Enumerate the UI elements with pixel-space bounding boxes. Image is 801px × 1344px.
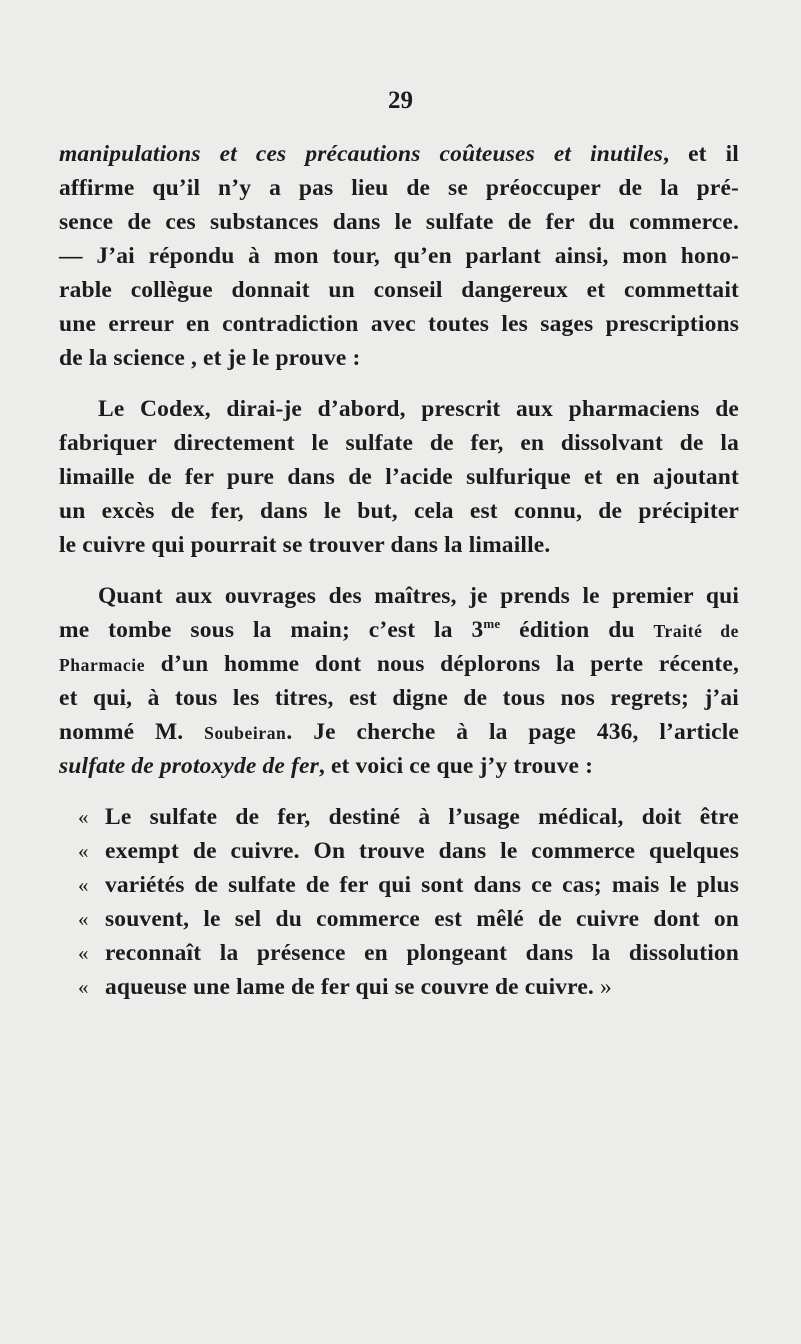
small-caps-name: Soubeiran — [204, 723, 287, 743]
text-line: rable collègue donnait un conseil dangereux et commettait — [59, 277, 739, 303]
text-line: fabriquer directement le sulfate de fer, en dissolvant de la — [59, 430, 739, 456]
closing-quote-mark: » — [599, 974, 612, 1000]
quote-line: « exempt de cuivre. On trouve dans le commerce quelques — [105, 834, 739, 868]
text-line: et qui, à tous les titres, est digne de tous nos regrets; j’ai — [59, 685, 739, 711]
page-number: 29 — [388, 87, 413, 114]
text-line: affirme qu’il n’y a pas lieu de se préoccuper de la pré- — [59, 175, 739, 201]
text-line: une erreur en contradiction avec toutes les sages prescriptions — [59, 311, 739, 337]
superscript: me — [483, 616, 501, 631]
text-line: de la science , et je le prouve : — [59, 345, 361, 371]
quote-mark: « — [78, 873, 89, 897]
quote-mark: « — [78, 805, 89, 829]
text-line: sulfate de protoxyde de fer, et voici ce que j’y trouve : — [59, 753, 594, 779]
small-caps-title: Pharmacie — [59, 655, 146, 675]
text-line: manipulations et ces précautions coûteuses et inutiles, et il — [59, 141, 739, 167]
quote-mark: « — [78, 975, 89, 999]
text-line: Pharmacie d’un homme dont nous déplorons la perte récente, — [59, 651, 739, 677]
text-line: Le Codex, dirai-je d’abord, prescrit aux pharmaciens de — [98, 396, 739, 422]
small-caps-title: Traité de — [653, 621, 739, 641]
quote-mark: « — [78, 839, 89, 863]
text-line: le cuivre qui pourrait se trouver dans la limaille. — [59, 532, 551, 558]
text-line: nommé M. Soubeiran. Je cherche à la page 436, l’article — [59, 719, 739, 745]
quote-line: « souvent, le sel du commerce est mêlé de cuivre dont on — [105, 902, 739, 936]
text-line: sence de ces substances dans le sulfate de fer du commerce. — [59, 209, 739, 235]
text-line: me tombe sous la main; c’est la $3^{me}$ édition du Traité de — [59, 616, 739, 643]
quote-mark: « — [78, 941, 89, 965]
quote-mark: « — [78, 907, 89, 931]
text-line: Quant aux ouvrages des maîtres, je prends le premier qui — [98, 583, 739, 609]
text-line: limaille de fer pure dans de l’acide sulfurique et en ajoutant — [59, 464, 739, 490]
text-line: — J’ai répondu à mon tour, qu’en parlant ainsi, mon hono- — [59, 243, 739, 269]
quote-line: « variétés de sulfate de fer qui sont dans ce cas; mais le plus — [105, 868, 739, 902]
quote-line: « Le sulfate de fer, destiné à l’usage médical, doit être — [105, 800, 739, 834]
italic-phrase: manipulations et ces précautions coûteuses et inutiles — [59, 141, 664, 167]
text-line: un excès de fer, dans le but, cela est connu, de précipiter — [59, 498, 739, 524]
italic-phrase: sulfate de protoxyde de fer — [59, 753, 319, 779]
quote-line: « aqueuse une lame de fer qui se couvre de cuivre. » — [105, 970, 739, 1004]
quote-line: « reconnaît la présence en plongeant dans la dissolution — [105, 936, 739, 970]
